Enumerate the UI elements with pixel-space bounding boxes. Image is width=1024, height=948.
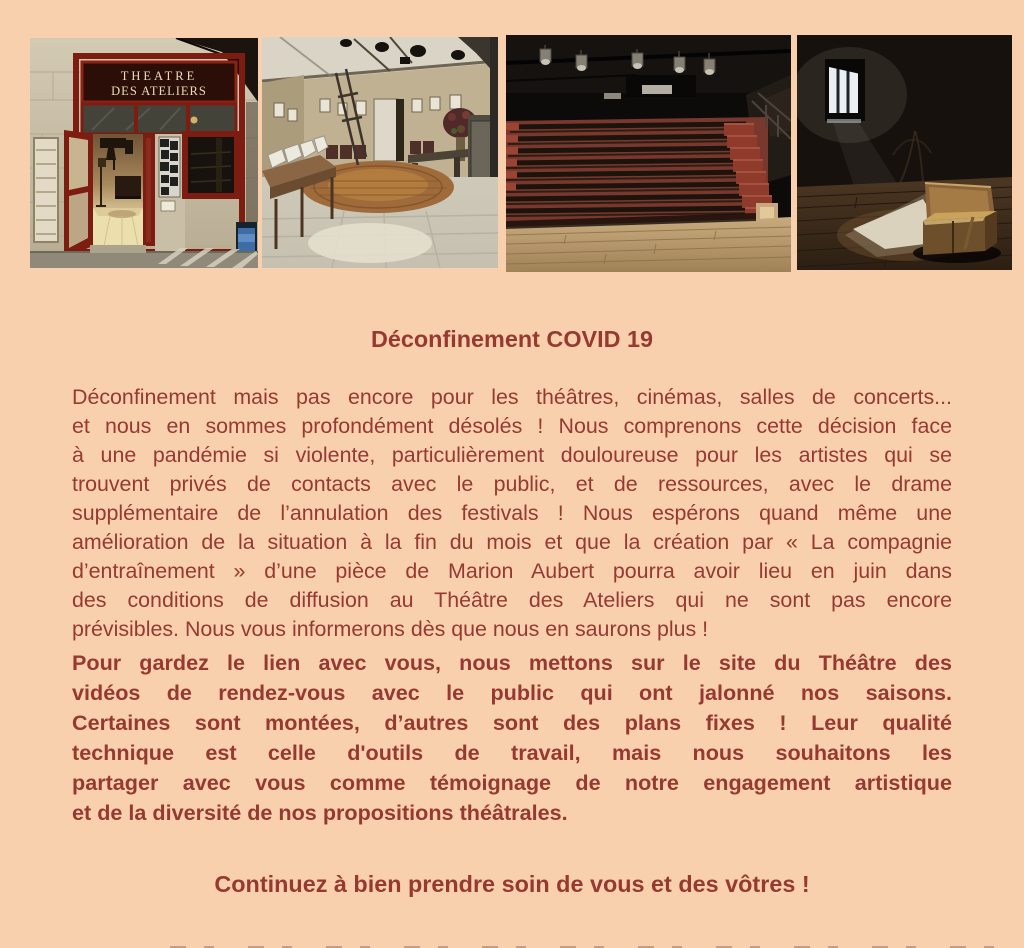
intro-paragraph [72,383,952,644]
dark-stage-illustration [797,35,1012,270]
text-line: supplémentaire de l’annulation des festivals ! Nous espérons quand même une [72,501,952,525]
photo-foyer [262,37,498,268]
text-line: des conditions de diffusion au Théâtre des Ateliers qui ne sont pas encore [72,588,952,612]
photo-gallery [0,0,1024,276]
text-line: à une pandémie si violente, particulièrement douloureuse pour les artistes qui se [72,443,952,467]
photo-theatre-entrance [30,38,258,268]
page-title: Déconfinement COVID 19 [370,326,654,352]
text-line: Déconfinement mais pas encore pour les théâtres, cinémas, salles de concerts... [72,385,952,409]
theatre-sign-line1: THEATRE [120,69,198,83]
closing-line: Continuez à bien prendre soin de vous et des vôtres ! [214,871,810,897]
theatre-sign-line2: DES ATELIERS [111,84,207,98]
article [72,318,952,898]
auditorium-illustration [506,35,791,272]
text-line: Pour gardez le lien avec vous, nous mettons sur le site du Théâtre des [72,650,952,675]
photo-auditorium [506,35,791,272]
text-line: technique est celle d'outils de travail, mais nous souhaitons les [72,740,952,765]
text-line: partager avec vous comme témoignage de notre engagement artistique [72,770,952,795]
foyer-illustration [262,37,498,268]
text-line: Certaines sont montées, d’autres sont des plans fixes ! Leur qualité [72,710,952,735]
text-line: prévisibles. Nous vous informerons dès que nous en saurons plus ! [72,617,709,641]
photo-dark-stage-chest [797,35,1012,270]
text-line: amélioration de la situation à la fin du mois et que la création par « La compagnie [72,530,952,554]
videos-paragraph [72,648,952,828]
text-line: vidéos de rendez-vous avec le public qui ont jalonné nos saisons. [72,680,952,705]
text-line: trouvent privés de contacts avec le public, et de ressources, avec le drame [72,472,952,496]
theatre-entrance-illustration [30,38,258,268]
text-line: d’entraînement » d’une pièce de Marion Aubert pourra avoir lieu en juin dans [72,559,952,583]
text-line: et de la diversité de nos propositions théâtrales. [72,800,568,825]
text-line: et nous en sommes profondément désolés ! Nous comprenons cette décision face [72,414,952,438]
